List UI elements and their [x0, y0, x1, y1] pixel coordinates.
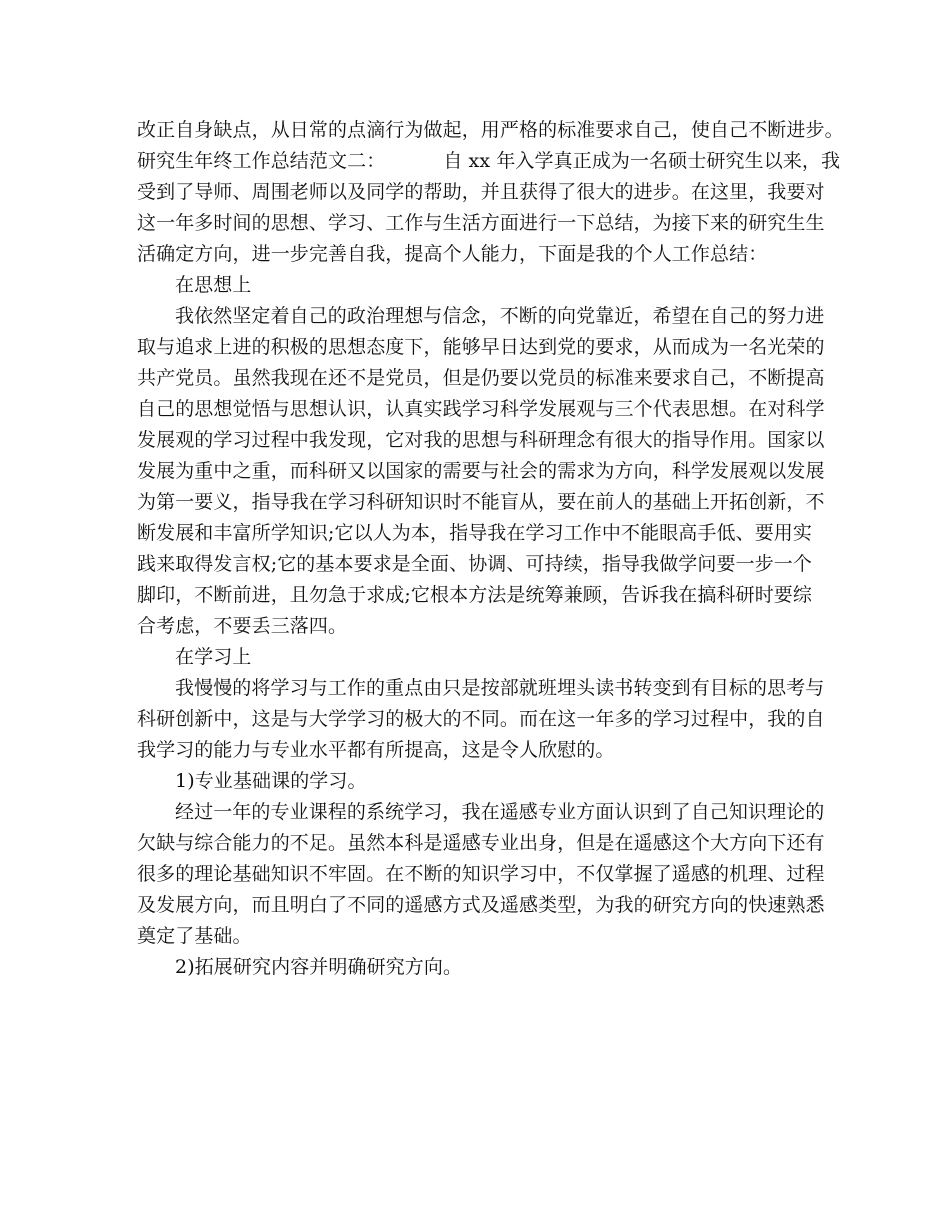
list-item-heading: 2)拓展研究内容并明确研究方向。	[175, 956, 463, 978]
paragraph-line: 及发展方向，而且明白了不同的遥感方式及遥感类型，为我的研究方向的快速熟悉	[137, 894, 825, 916]
paragraph-start: 自 xx 年入学真正成为一名硕士研究生以来，我	[443, 150, 841, 172]
list-item-heading: 1)专业基础课的学习。	[175, 770, 367, 792]
paragraph-line: 我慢慢的将学习与工作的重点由只是按部就班埋头读书转变到有目标的思考与	[175, 677, 825, 699]
paragraph-line: 活确定方向，进一步完善自我，提高个人能力，下面是我的个人工作总结：	[137, 243, 768, 265]
paragraph-line: 这一年多时间的思想、学习、工作与生活方面进行一下总结，为接下来的研究生生	[137, 212, 825, 234]
paragraph-line: 合考虑，不要丢三落四。	[137, 615, 348, 637]
paragraph-line: 欠缺与综合能力的不足。虽然本科是遥感专业出身，但是在遥感这个大方向下还有	[137, 832, 825, 854]
section-title: 研究生年终工作总结范文二：	[137, 150, 386, 172]
paragraph-line: 发展观的学习过程中我发现，它对我的思想与科研理念有很大的指导作用。国家以	[137, 429, 825, 451]
paragraph-line: 我学习的能力与专业水平都有所提高，这是令人欣慰的。	[137, 739, 615, 761]
paragraph-line: 自己的思想觉悟与思想认识，认真实践学习科学发展观与三个代表思想。在对科学	[137, 398, 825, 420]
paragraph-line: 共产党员。虽然我现在还不是党员，但是仍要以党员的标准来要求自己，不断提高	[137, 367, 825, 389]
paragraph-line: 奠定了基础。	[137, 925, 252, 947]
paragraph-line: 为第一要义，指导我在学习科研知识时不能盲从，要在前人的基础上开拓创新，不	[137, 491, 825, 513]
paragraph-line: 改正自身缺点，从日常的点滴行为做起，用严格的标准要求自己，使自己不断进步。	[137, 119, 844, 141]
paragraph-line: 践来取得发言权;它的基本要求是全面、协调、可持续，指导我做学问要一步一个	[137, 553, 813, 575]
paragraph-line: 取与追求上进的积极的思想态度下，能够早日达到党的要求，从而成为一名光荣的	[137, 336, 825, 358]
document-body	[137, 115, 844, 983]
paragraph-line: 科研创新中，这是与大学学习的极大的不同。而在这一年多的学习过程中，我的自	[137, 708, 825, 730]
paragraph-line: 很多的理论基础知识不牢固。在不断的知识学习中，不仅掌握了遥感的机理、过程	[137, 863, 825, 885]
paragraph-line: 受到了导师、周围老师以及同学的帮助，并且获得了很大的进步。在这里，我要对	[137, 181, 825, 203]
paragraph-line: 经过一年的专业课程的系统学习，我在遥感专业方面认识到了自己知识理论的	[175, 801, 825, 823]
paragraph-line: 我依然坚定着自己的政治理想与信念，不断的向党靠近，希望在自己的努力进	[175, 305, 825, 327]
paragraph-line: 发展为重中之重，而科研又以国家的需要与社会的需求为方向，科学发展观以发展	[137, 460, 825, 482]
section-heading-line	[137, 146, 841, 177]
subheading-study: 在学习上	[175, 646, 252, 668]
paragraph-line: 脚印，不断前进，且勿急于求成;它根本方法是统筹兼顾，告诉我在搞科研时要综	[137, 584, 813, 606]
subheading-thought: 在思想上	[175, 274, 252, 296]
paragraph-line: 断发展和丰富所学知识;它以人为本，指导我在学习工作中不能眼高手低、要用实	[137, 522, 813, 544]
